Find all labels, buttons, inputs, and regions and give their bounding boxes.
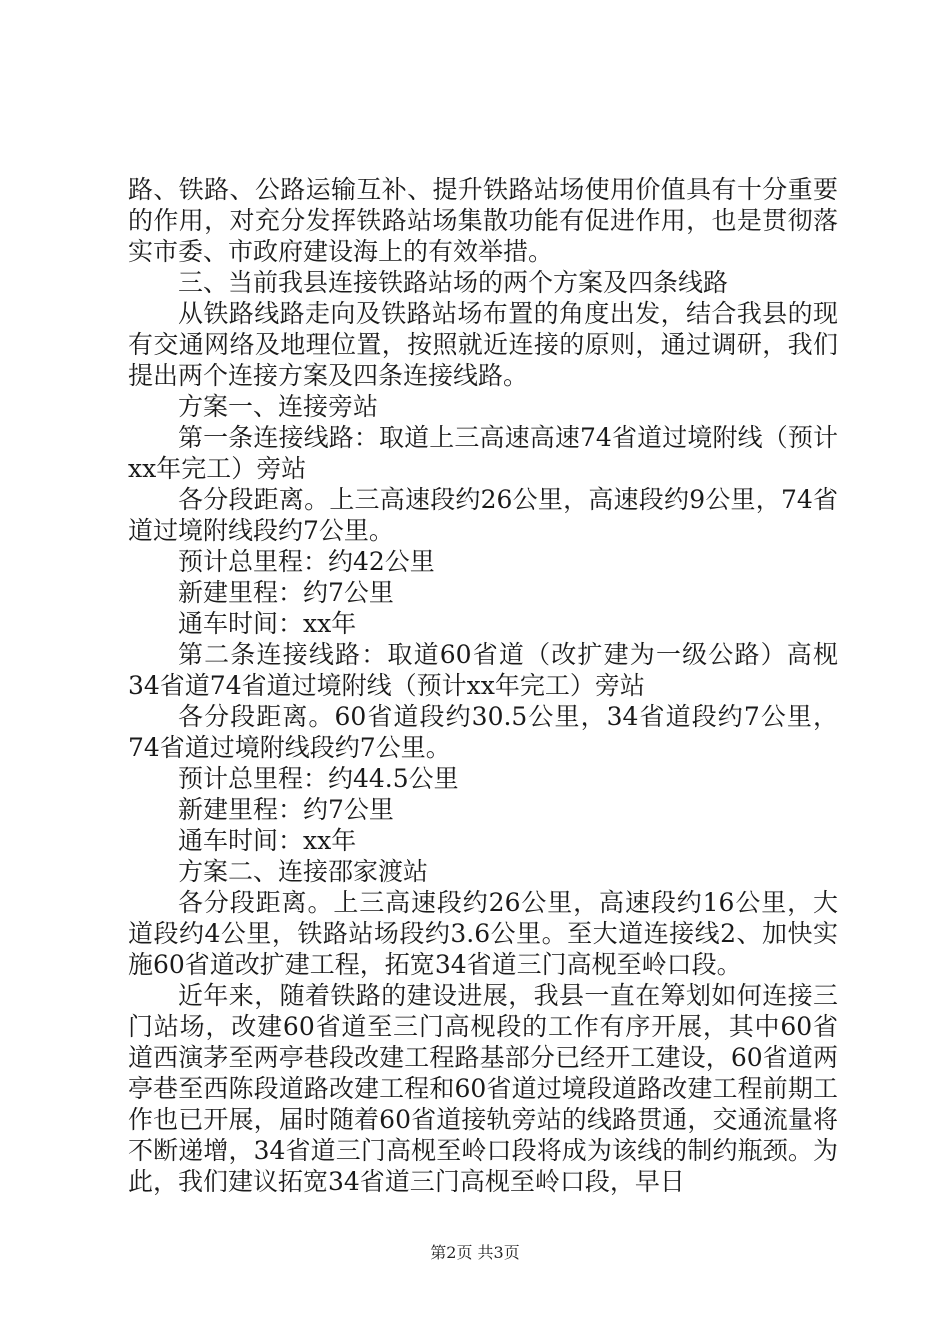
paragraph: 路、铁路、公路运输互补、提升铁路站场使用价值具有十分重要的作用，对充分发挥铁路站场集散功能有促进作用，也是贯彻落实市委、市政府建设海上的有效举措。: [128, 175, 838, 266]
paragraph: 各分段距离。60省道段约30.5公里，34省道段约7公里，74省道过境附线段约7公里。: [128, 702, 838, 762]
paragraph: 近年来，随着铁路的建设进展，我县一直在筹划如何连接三门站场，改建60省道至三门高枧段的工作有序开展，其中60省道西演茅至两亭巷段改建工程路基部分已经开工建设，60省道两亭巷至西陈段道路改建工程和60省道过境段道路改建工程前期工作也已开展，届时随着60省道接轨旁站的线路贯通，交通流量将不断递增，34省道三门高枧至岭口段将成为该线的制约瓶颈。为此，我们建议拓宽34省道三门高枧至岭口段，早日: [128, 981, 838, 1196]
section-heading: 三、当前我县连接铁路站场的两个方案及四条线路: [178, 268, 729, 297]
paragraph: 各分段距离。上三高速段约26公里，高速段约9公里，74省道过境附线段约7公里。: [128, 485, 838, 545]
plan-heading: 方案二、连接邵家渡站: [178, 857, 429, 886]
plan-heading: 方案一、连接旁站: [178, 392, 379, 421]
document-body: [128, 174, 838, 1197]
total-mileage: 预计总里程：约44.5公里: [178, 764, 459, 793]
total-mileage: 预计总里程：约42公里: [178, 547, 435, 576]
route-paragraph: 第二条连接线路：取道60省道（改扩建为一级公路）高枧34省道74省道过境附线（预计xx年完工）旁站: [128, 640, 838, 700]
paragraph: 各分段距离。上三高速段约26公里，高速段约16公里，大道段约4公里，铁路站场段约3.6公里。至大道连接线2、加快实施60省道改扩建工程，拓宽34省道三门高枧至岭口段。: [128, 888, 838, 979]
route-paragraph: 第一条连接线路：取道上三高速高速74省道过境附线（预计xx年完工）旁站: [128, 423, 838, 483]
new-mileage: 新建里程：约7公里: [178, 578, 394, 607]
page-number-footer: 第2页 共3页: [430, 1243, 520, 1262]
paragraph: 从铁路线路走向及铁路站场布置的角度出发，结合我县的现有交通网络及地理位置，按照就近连接的原则，通过调研，我们提出两个连接方案及四条连接线路。: [128, 299, 838, 390]
opening-time: 通车时间：xx年: [178, 609, 357, 638]
new-mileage: 新建里程：约7公里: [178, 795, 394, 824]
opening-time: 通车时间：xx年: [178, 826, 357, 855]
